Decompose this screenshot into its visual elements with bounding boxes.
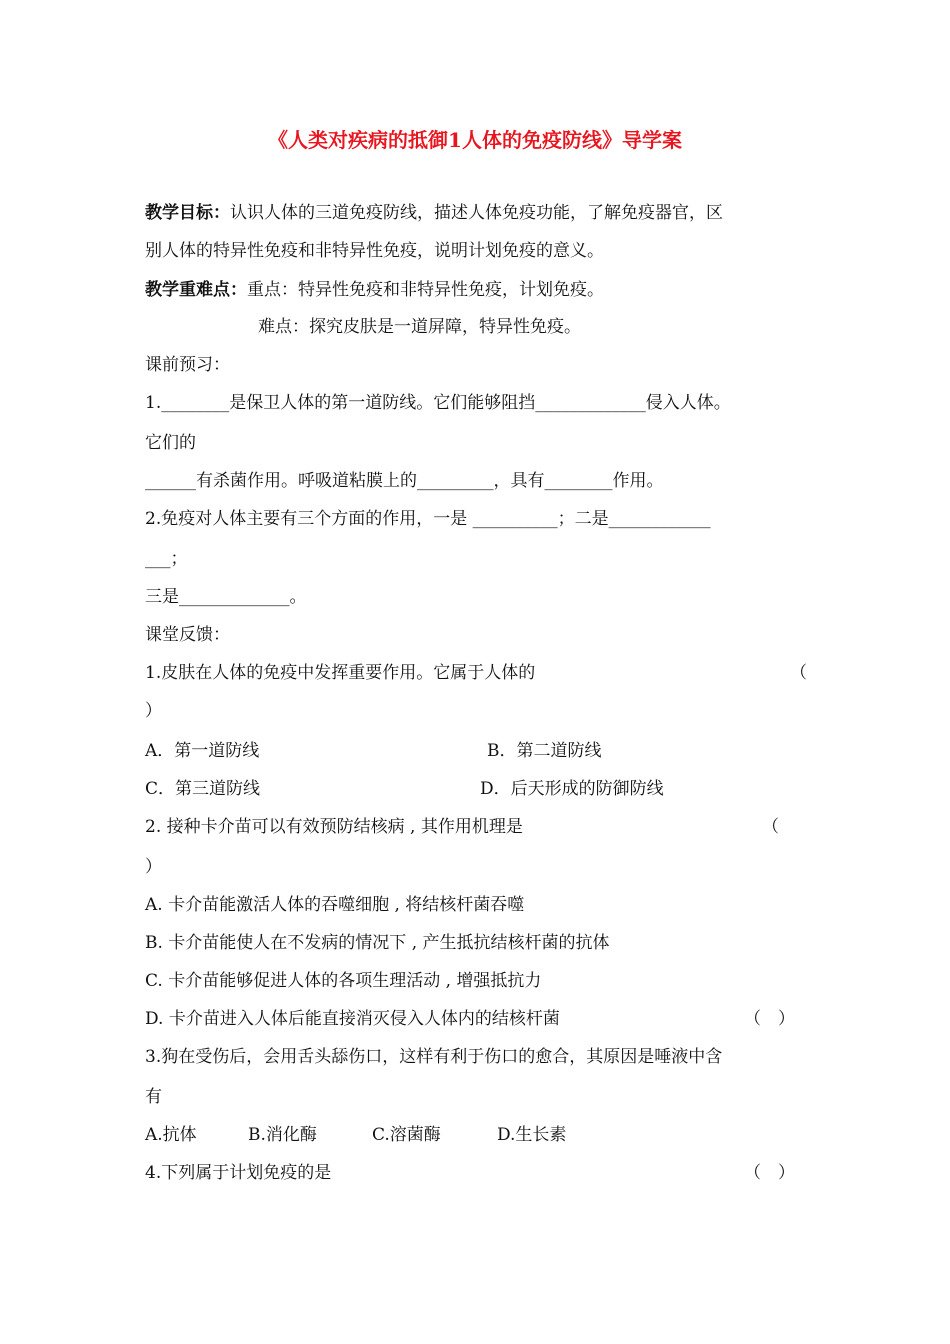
question-3-stem-1: 3.狗在受伤后，会用舌头舔伤口，这样有利于伤口的愈合，其原因是唾液中含 xyxy=(145,1047,723,1067)
preview-item-2b: ___； xyxy=(145,549,188,569)
goal-line-1 xyxy=(145,202,723,224)
question-4-paren: （ ） xyxy=(744,1163,795,1183)
feedback-heading: 课堂反馈： xyxy=(145,625,230,645)
goal-line-2: 别人体的特异性免疫和非特异性免疫，说明计划免疫的意义。 xyxy=(145,241,604,261)
preview-item-2a: 2.免疫对人体主要有三个方面的作用，一是 __________；二是____________ xyxy=(145,509,711,529)
question-1-option-d: D．后天形成的防御防线 xyxy=(480,779,664,799)
preview-heading: 课前预习： xyxy=(145,355,230,375)
preview-item-2c: 三是_____________。 xyxy=(145,587,307,607)
question-2-option-d-paren: （ ） xyxy=(744,1009,795,1029)
key-line xyxy=(145,279,604,301)
question-1-option-a: A．第一道防线 xyxy=(145,741,260,761)
question-3-option-a: A.抗体 xyxy=(145,1125,197,1145)
preview-item-1b: 它们的 xyxy=(145,433,196,453)
question-2-paren-close: ） xyxy=(145,857,162,877)
question-3-option-d: D.生长素 xyxy=(497,1125,567,1145)
question-3-stem-2: 有 xyxy=(145,1087,162,1107)
question-3-option-b: B.消化酶 xyxy=(248,1125,317,1145)
goal-text-1: 认识人体的三道免疫防线，描述人体免疫功能，了解免疫器官，区 xyxy=(230,203,723,223)
question-1-paren-open: （ xyxy=(790,663,807,683)
question-4-stem: 4.下列属于计划免疫的是 xyxy=(145,1163,332,1183)
goal-label: 教学目标： xyxy=(145,203,230,223)
question-1-option-b: B．第二道防线 xyxy=(487,741,602,761)
document-title: 《人类对疾病的抵御1人体的免疫防线》导学案 xyxy=(268,128,682,152)
question-2-stem: 2. 接种卡介苗可以有效预防结核病 , 其作用机理是 xyxy=(145,817,523,837)
question-1-paren-close: ） xyxy=(145,701,162,721)
question-2-paren-open: （ xyxy=(762,817,779,837)
preview-item-1c: ______有杀菌作用。呼吸道粘膜上的_________，具有________作用。 xyxy=(145,471,664,491)
key-text: 重点：特异性免疫和非特异性免疫，计划免疫。 xyxy=(247,280,604,300)
question-2-option-d: D. 卡介苗进入人体后能直接消灭侵入人体内的结核杆菌 xyxy=(145,1009,560,1029)
preview-item-1a: 1.________是保卫人体的第一道防线。它们能够阻挡_____________侵入人体。 xyxy=(145,393,731,413)
difficulty-line: 难点：探究皮肤是一道屏障，特异性免疫。 xyxy=(258,317,581,337)
key-label: 教学重难点： xyxy=(145,280,247,300)
question-1-option-c: C．第三道防线 xyxy=(145,779,261,799)
question-2-option-b: B. 卡介苗能使人在不发病的情况下 , 产生抵抗结核杆菌的抗体 xyxy=(145,933,610,953)
question-2-option-a: A. 卡介苗能激活人体的吞噬细胞 , 将结核杆菌吞噬 xyxy=(145,895,525,915)
question-3-option-c: C.溶菌酶 xyxy=(372,1125,441,1145)
question-1-stem: 1.皮肤在人体的免疫中发挥重要作用。它属于人体的 xyxy=(145,663,536,683)
question-2-option-c: C. 卡介苗能够促进人体的各项生理活动 , 增强抵抗力 xyxy=(145,971,542,991)
